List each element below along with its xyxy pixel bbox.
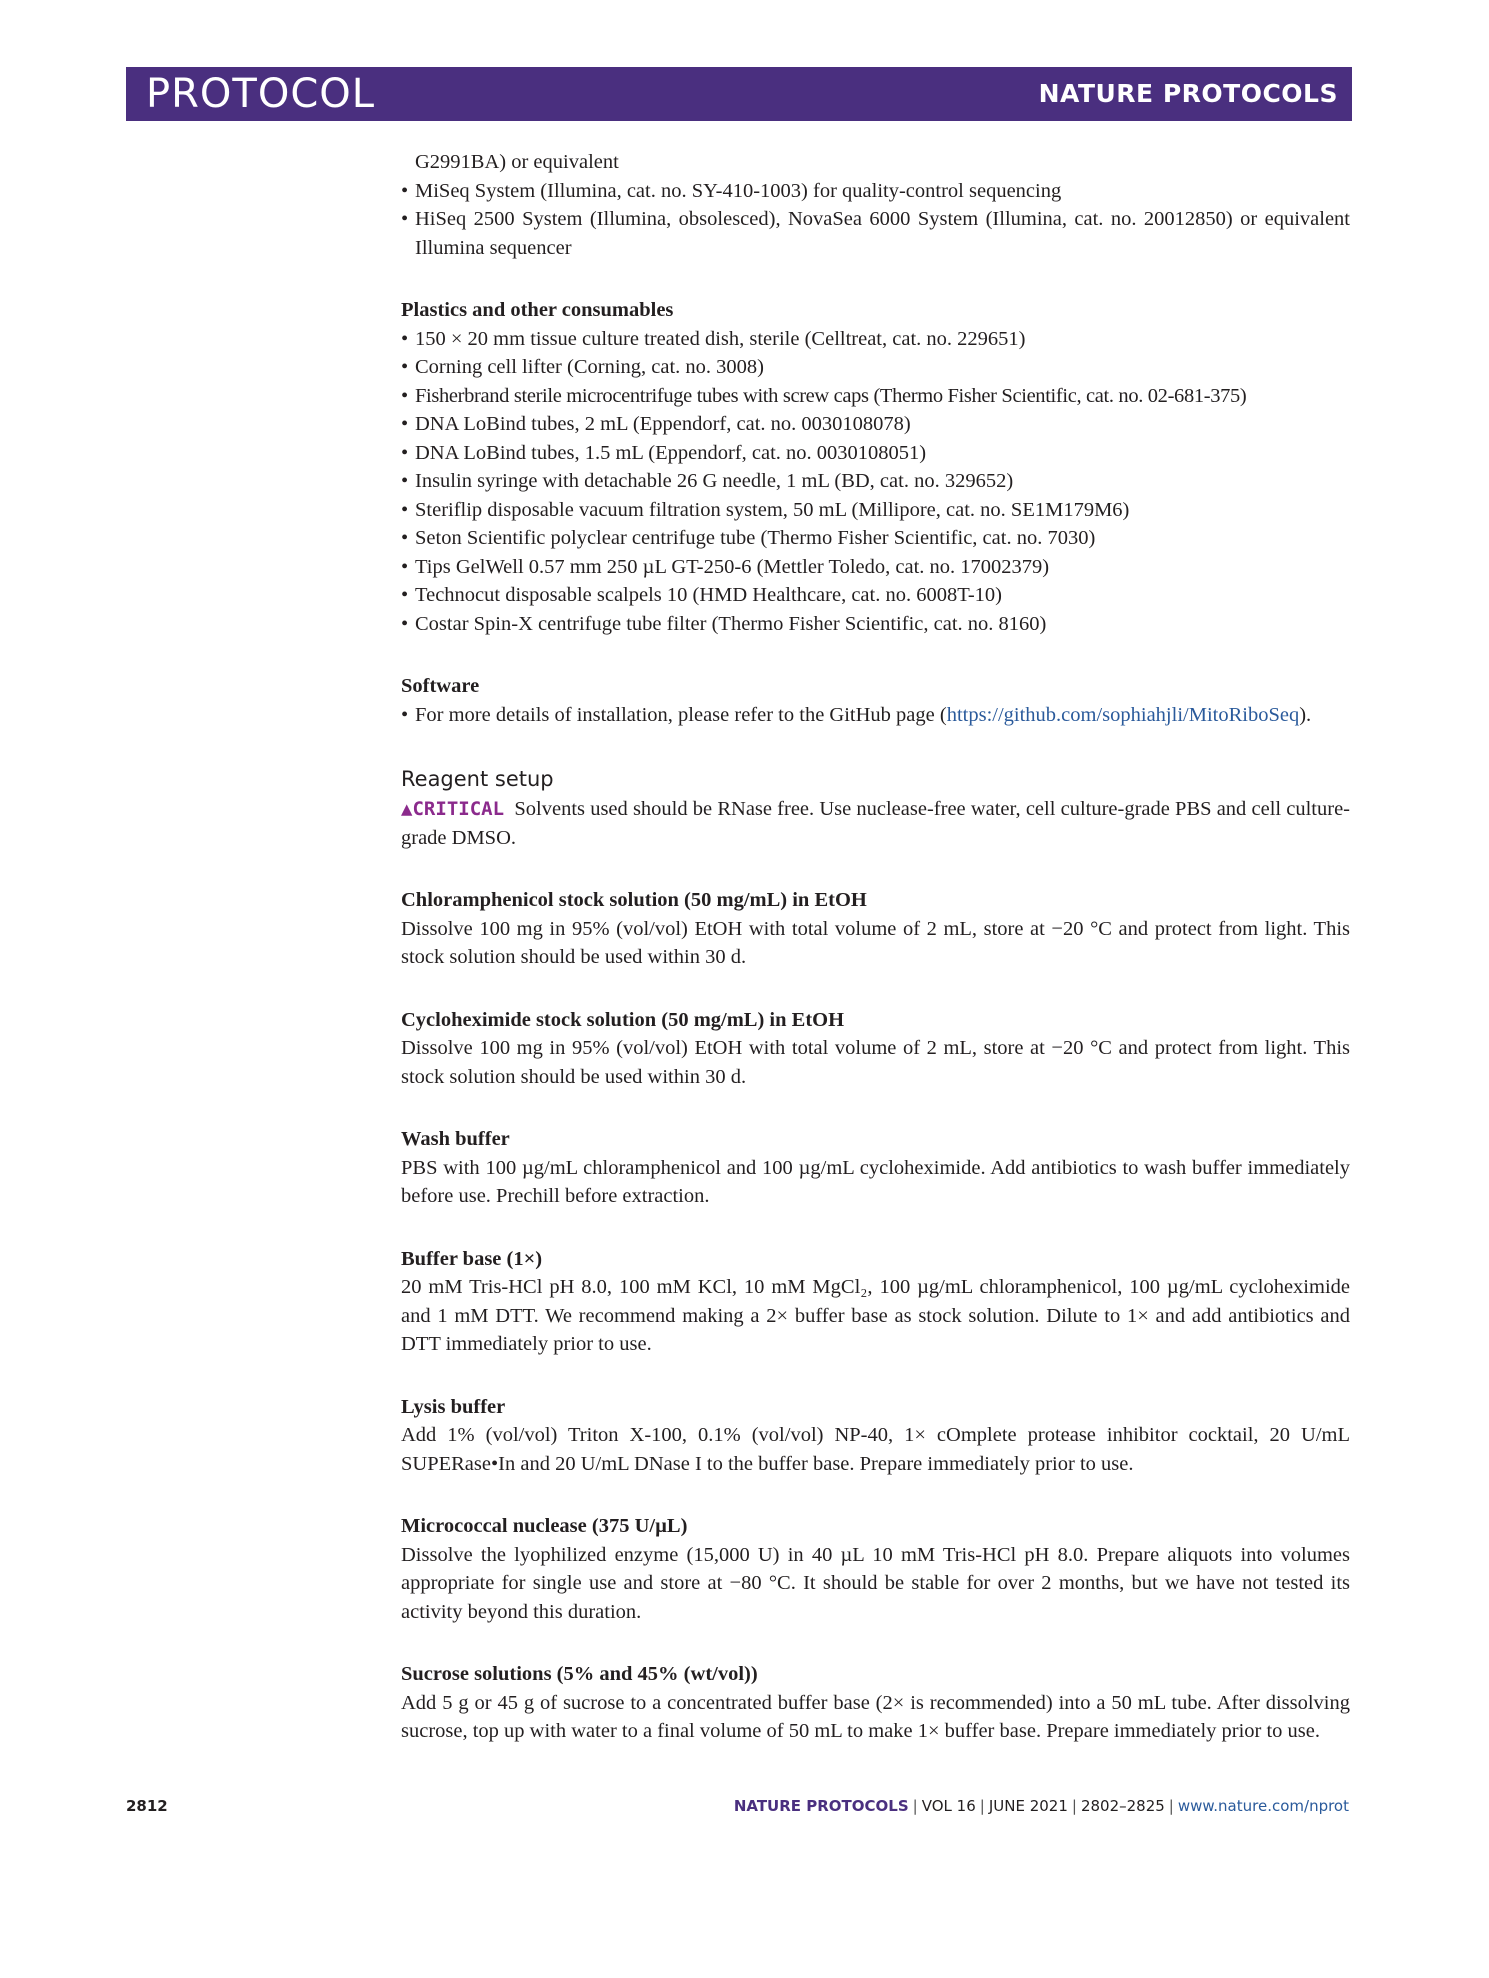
- bullet-icon: •: [401, 327, 409, 350]
- reagent-heading: Chloramphenicol stock solution (50 mg/mL) in EtOH: [401, 889, 867, 911]
- bullet-icon: •: [401, 208, 409, 230]
- list-item: • Tips GelWell 0.57 mm 250 µL GT-250-6 (Mettler Toledo, cat. no. 17002379): [401, 553, 1350, 582]
- list-item: • Fisherbrand sterile microcentrifuge tubes with screw caps (Thermo Fisher Scientific, cat. no. 02-681-375): [401, 382, 1350, 411]
- footer-citation: NATURE PROTOCOLS | VOL 16 | JUNE 2021 | 2802–2825 | www.nature.com/nprot: [733, 1797, 1349, 1815]
- footer-pages: 2802–2825: [1080, 1797, 1165, 1815]
- bullet-icon: •: [401, 527, 409, 549]
- reagent-heading: Cycloheximide stock solution (50 mg/mL) in EtOH: [401, 1008, 845, 1031]
- list-item: • Steriflip disposable vacuum filtration system, 50 mL (Millipore, cat. no. SE1M179M6): [401, 496, 1350, 525]
- reagent-body: Add 1% (vol/vol) Triton X-100, 0.1% (vol/vol) NP-40, 1× cOmplete protease inhibitor cocktail, 20 U/mL SUPERase•In and 20 U/mL DNase I to the buffer base. Prepare immediately prior to use.: [401, 1424, 1350, 1475]
- header-journal-name: NATURE PROTOCOLS: [1038, 79, 1338, 108]
- reagent-heading: Sucrose solutions (5% and 45% (wt/vol)): [401, 1663, 758, 1685]
- section-title: Reagent setup: [401, 767, 554, 791]
- reagent-body: Dissolve the lyophilized enzyme (15,000 U) in 40 µL 10 mM Tris-HCl pH 8.0. Prepare aliquots into volumes appropriate for single use and store at −80 °C. It should be stable for over 2 months, but we have not tested its activity beyond this duration.: [401, 1543, 1350, 1623]
- software-list: [401, 701, 1350, 730]
- bullet-icon: •: [401, 555, 409, 578]
- equipment-list: [401, 148, 1350, 262]
- bullet-icon: •: [401, 356, 409, 378]
- bullet-icon: •: [401, 413, 409, 435]
- list-item: • Costar Spin-X centrifuge tube filter (Thermo Fisher Scientific, cat. no. 8160): [401, 610, 1350, 639]
- critical-note: ▲CRITICAL Solvents used should be RNase free. Use nuclease-free water, cell culture-grade PBS and cell culture-grade DMSO.: [401, 798, 1351, 849]
- section-heading: Software: [401, 675, 480, 697]
- bullet-icon: •: [401, 498, 409, 521]
- list-item: • Insulin syringe with detachable 26 G needle, 1 mL (BD, cat. no. 329652): [401, 467, 1350, 496]
- reagent-body: Add 5 g or 45 g of sucrose to a concentrated buffer base (2× is recommended) into a 50 mL tube. After dissolving sucrose, top up with water to a final volume of 50 mL to make 1× buffer base. Prepare immediately prior to use.: [401, 1691, 1350, 1742]
- list-item: • HiSeq 2500 System (Illumina, obsolesced), NovaSea 6000 System (Illumina, cat. no. 20012850) or equivalent Illumina sequencer: [401, 205, 1350, 262]
- reagent-body: PBS with 100 µg/mL chloramphenicol and 100 µg/mL cycloheximide. Add antibiotics to wash buffer immediately before use. Prechill before extraction.: [401, 1156, 1350, 1207]
- list-item: • Seton Scientific polyclear centrifuge tube (Thermo Fisher Scientific, cat. no. 7030): [401, 524, 1350, 553]
- reagent-body: Dissolve 100 mg in 95% (vol/vol) EtOH with total volume of 2 mL, store at −20 °C and protect from light. This stock solution should be used within 30 d.: [401, 1037, 1350, 1088]
- list-item: • DNA LoBind tubes, 1.5 mL (Eppendorf, cat. no. 0030108051): [401, 439, 1350, 468]
- section-heading: Plastics and other consumables: [401, 299, 674, 321]
- reagent-heading: Buffer base (1×): [401, 1247, 543, 1270]
- bullet-icon: •: [401, 470, 409, 492]
- bullet-icon: •: [401, 179, 409, 202]
- header-bar: [126, 67, 1352, 121]
- list-item: G2991BA) or equivalent: [415, 151, 619, 173]
- page-number: 2812: [126, 1797, 168, 1815]
- list-item: • DNA LoBind tubes, 2 mL (Eppendorf, cat. no. 0030108078): [401, 410, 1350, 439]
- plastics-list: [401, 325, 1350, 639]
- list-item: • Technocut disposable scalpels 10 (HMD Healthcare, cat. no. 6008T-10): [401, 581, 1350, 610]
- bullet-icon: •: [401, 584, 409, 606]
- reagent-heading: Lysis buffer: [401, 1395, 506, 1418]
- footer-url[interactable]: www.nature.com/nprot: [1177, 1797, 1349, 1815]
- list-item: • MiSeq System (Illumina, cat. no. SY-410-1003) for quality-control sequencing: [401, 177, 1350, 206]
- footer-journal: NATURE PROTOCOLS: [733, 1797, 909, 1815]
- reagent-heading: Micrococcal nuclease (375 U/µL): [401, 1515, 688, 1537]
- critical-label: ▲CRITICAL: [401, 798, 505, 820]
- page-content: [401, 148, 1350, 1746]
- footer-volume: VOL 16: [921, 1797, 976, 1815]
- list-item: • 150 × 20 mm tissue culture treated dish, sterile (Celltreat, cat. no. 229651): [401, 325, 1350, 354]
- bullet-icon: •: [401, 703, 409, 726]
- reagent-body: 20 mM Tris-HCl pH 8.0, 100 mM KCl, 10 mM MgCl₂, 100 µg/mL chloramphenicol, 100 µg/mL cycloheximide and 1 mM DTT. We recommend making a 2× buffer base as stock solution. Dilute to 1× and add antibiotics and DTT immediately prior to use.: [401, 1276, 1350, 1355]
- bullet-icon: •: [401, 612, 409, 635]
- reagent-heading: Wash buffer: [401, 1128, 510, 1150]
- list-item: • Corning cell lifter (Corning, cat. no. 3008): [401, 353, 1350, 382]
- github-link[interactable]: https://github.com/sophiahjli/MitoRiboSeq: [946, 703, 1300, 726]
- reagent-body: Dissolve 100 mg in 95% (vol/vol) EtOH with total volume of 2 mL, store at −20 °C and protect from light. This stock solution should be used within 30 d.: [401, 917, 1350, 968]
- header-article-type: PROTOCOL: [146, 71, 376, 117]
- footer-date: JUNE 2021: [988, 1797, 1068, 1815]
- bullet-icon: •: [401, 384, 409, 407]
- list-item: • For more details of installation, please refer to the GitHub page (https://github.com/sophiahjli/MitoRiboSeq).: [401, 701, 1350, 730]
- bullet-icon: •: [401, 441, 409, 464]
